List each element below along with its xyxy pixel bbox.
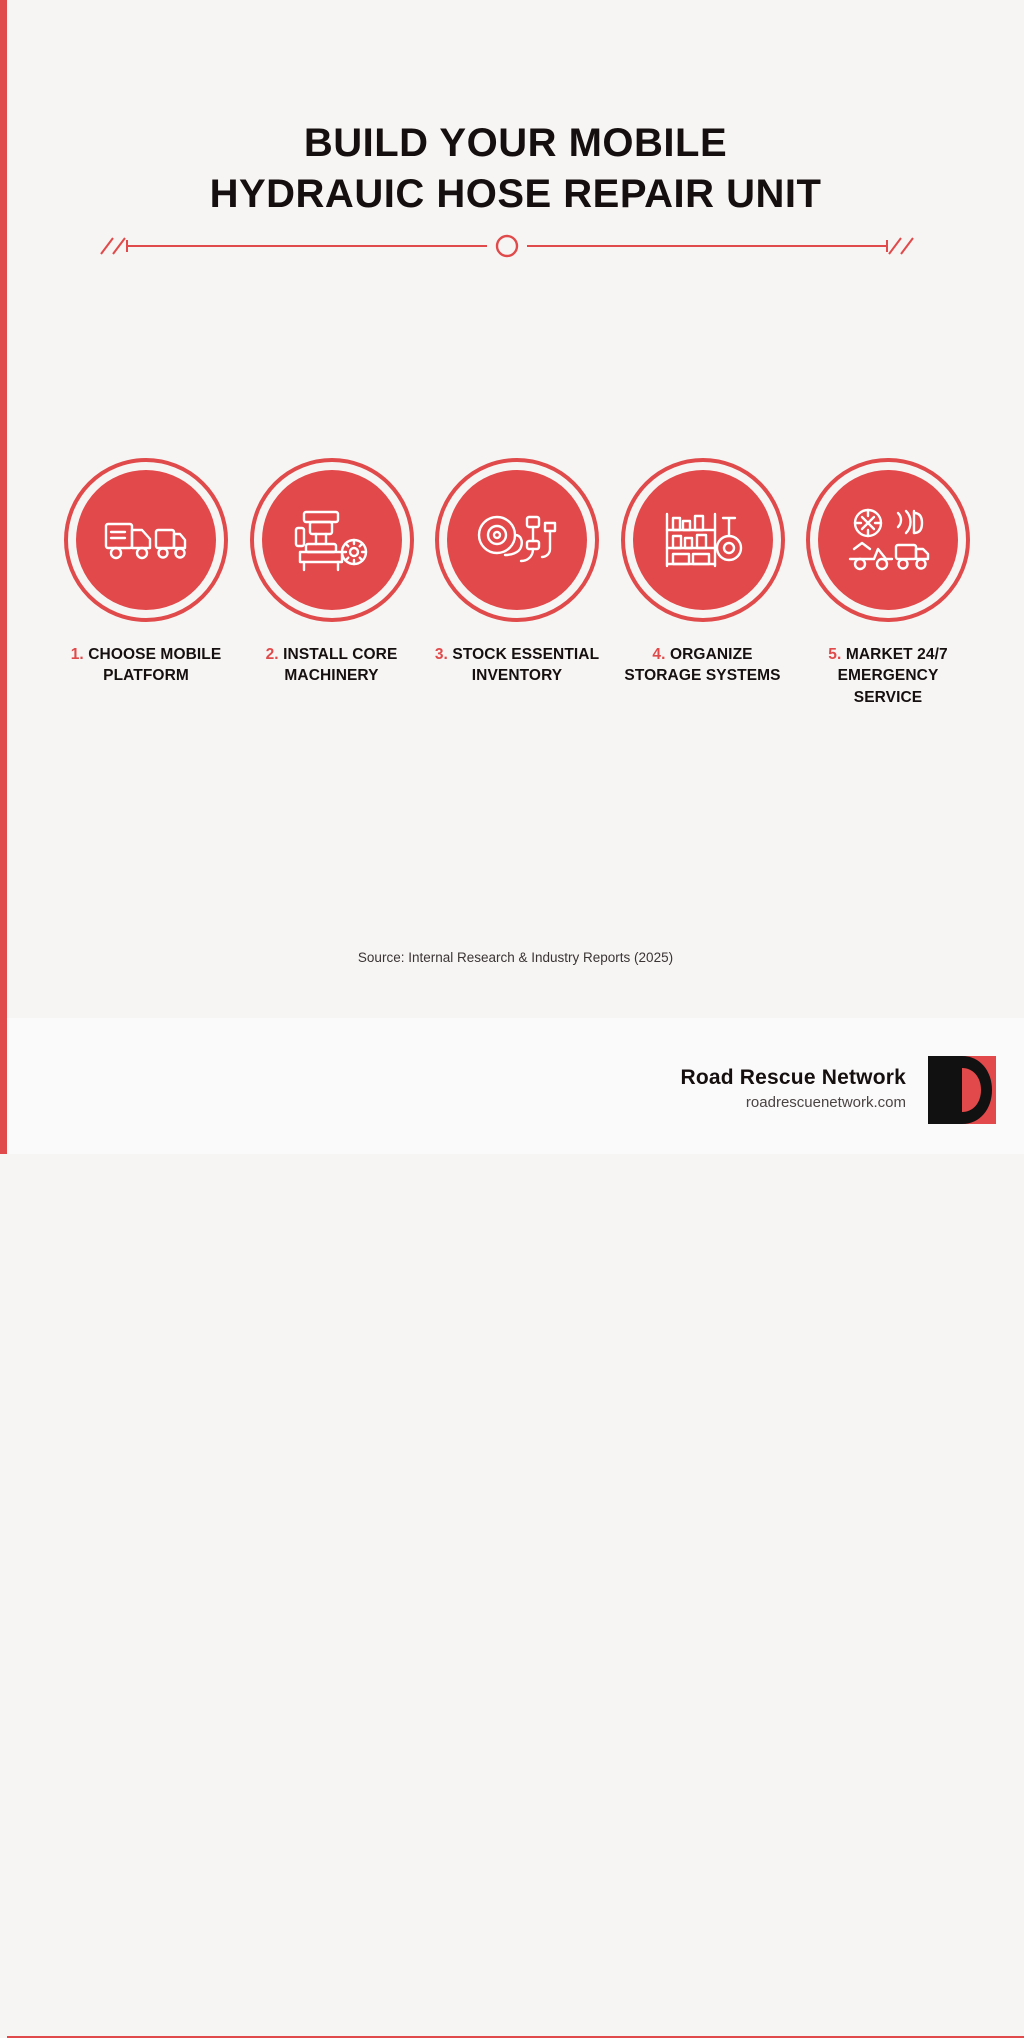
step-caption — [248, 644, 416, 687]
step-badge-2 — [250, 458, 414, 622]
step-number: 3. — [434, 646, 448, 663]
step-item[interactable] — [62, 458, 230, 687]
step-caption — [619, 644, 787, 687]
step-label: ORGANIZE STORAGE SYSTEMS — [624, 646, 781, 685]
step-number: 4. — [652, 646, 666, 663]
truck-van-icon — [76, 470, 216, 610]
left-accent-bar — [0, 0, 7, 1154]
infographic-canvas — [7, 0, 1024, 1154]
step-label: INSTALL CORE MACHINERY — [283, 646, 398, 685]
step-number: 1. — [70, 646, 84, 663]
source-note: Source: Internal Research & Industry Reports (2025) — [357, 950, 674, 965]
step-caption — [804, 644, 972, 708]
step-item[interactable] — [433, 458, 601, 687]
step-number: 2. — [265, 646, 279, 663]
divider-ornament — [87, 228, 927, 264]
step-number: 5. — [828, 646, 842, 663]
footer — [7, 1018, 1024, 1154]
steps-row — [62, 458, 972, 708]
shelving-rack-icon — [633, 470, 773, 610]
footer-brand-block — [680, 1066, 906, 1111]
step-badge-4 — [621, 458, 785, 622]
step-label: STOCK ESSENTIAL INVENTORY — [452, 646, 600, 685]
page-title — [7, 118, 1024, 220]
step-caption — [433, 644, 601, 687]
step-badge-5 — [806, 458, 970, 622]
press-machine-saw-icon — [262, 470, 402, 610]
step-label: CHOOSE MOBILE PLATFORM — [88, 646, 222, 685]
road-rescue-network-logo[interactable] — [922, 1050, 1002, 1130]
step-item[interactable] — [248, 458, 416, 687]
step-label: MARKET 24/7 EMERGENCY SERVICE — [837, 646, 948, 706]
step-item[interactable] — [804, 458, 972, 708]
tow-truck-support-icon — [818, 470, 958, 610]
brand-name: Road Rescue Network — [680, 1066, 906, 1089]
title-line-1: BUILD YOUR MOBILE — [303, 121, 728, 165]
step-badge-1 — [64, 458, 228, 622]
step-caption — [62, 644, 230, 687]
brand-url[interactable]: roadrescuenetwork.com — [745, 1094, 906, 1111]
step-badge-3 — [435, 458, 599, 622]
step-item[interactable] — [619, 458, 787, 687]
title-line-2: HYDRAUIC HOSE REPAIR UNIT — [209, 172, 822, 217]
hose-reel-fitting-icon — [447, 470, 587, 610]
